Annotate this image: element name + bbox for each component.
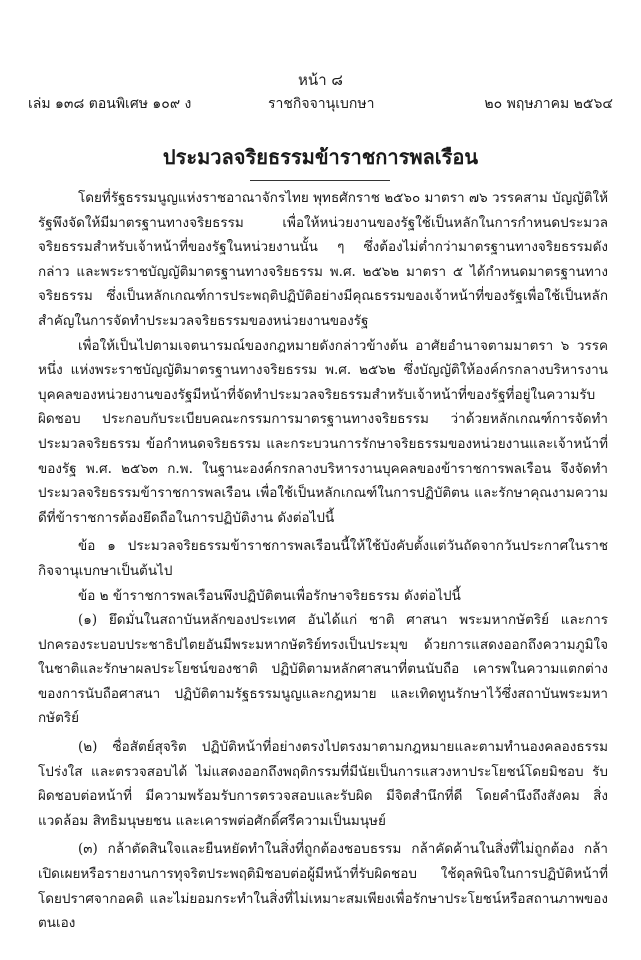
page-number: หน้า ๘ [298, 71, 343, 89]
issue-number: เล่ม ๑๓๘ ตอนพิเศษ ๑๐๙ ง [28, 96, 192, 112]
document-title: ประมวลจริยธรรมข้าราชการพลเรือน [162, 145, 479, 169]
title-underline [250, 180, 390, 181]
clause-2-item-2: (๒) ซื่อสัตย์สุจริต ปฏิบัติหน้าที่อย่างตรงไปตรงมาตามกฎหมายและตามทำนองคลองธรรม โปร่งใส และตรวจสอบได้ ไม่แสดงออกถึงพฤติกรรมที่มีนัยเป็นการแสวงหาประโยชน์โดยมิชอบ รับผิดชอบต่อหน้าที่ มีความพร้อมรับการตรวจสอบและรับผิด มีจิตสำนึกที่ดี โดยคำนึงถึงสังคม สิ่งแวดล้อม สิทธิมนุษยชน และเคารพต่อศักดิ์ศรีความเป็นมนุษย์ [38, 739, 608, 829]
document-body [38, 186, 608, 936]
clause-2-item-1: (๑) ยึดมั่นในสถาบันหลักของประเทศ อันได้แก่ ชาติ ศาสนา พระมหากษัตริย์ และการปกครองระบอบประชาธิปไตยอันมีพระมหากษัตริย์ทรงเป็นประมุข ด้วยการแสดงออกถึงความภูมิใจในชาติและรักษาผลประโยชน์ของชาติ ปฏิบัติตามหลักศาสนาที่ตนนับถือ เคารพในความแตกต่างของการนับถือศาสนา ปฏิบัติตามรัฐธรรมนูญและกฎหมาย และเทิดทูนรักษาไว้ซึ่งสถาบันพระมหากษัตริย์ [38, 612, 608, 727]
gazette-name: ราชกิจจานุเบกษา [268, 96, 375, 112]
clause-1: ข้อ ๑ ประมวลจริยธรรมข้าราชการพลเรือนนี้ให้ใช้บังคับตั้งแต่วันถัดจากวันประกาศในราชกิจจานุเบกษาเป็นต้นไป [38, 538, 608, 579]
preamble-paragraph: โดยที่รัฐธรรมนูญแห่งราชอาณาจักรไทย พุทธศักราช ๒๕๖๐ มาตรา ๗๖ วรรคสาม บัญญัติให้รัฐพึงจัดให้มีมาตรฐานทางจริยธรรม เพื่อให้หน่วยงานของรัฐใช้เป็นหลักในการกำหนดประมวลจริยธรรมสำหรับเจ้าหน้าที่ของรัฐในหน่วยงานนั้น ๆ ซึ่งต้องไม่ต่ำกว่ามาตรฐานทางจริยธรรมดังกล่าว และพระราชบัญญัติมาตรฐานทางจริยธรรม พ.ศ. ๒๕๖๒ มาตรา ๕ ได้กำหนดมาตรฐานทางจริยธรรม ซึ่งเป็นหลักเกณฑ์การประพฤติปฏิบัติอย่างมีคุณธรรมของเจ้าหน้าที่ของรัฐเพื่อใช้เป็นหลักสำคัญในการจัดทำประมวลจริยธรรมของหน่วยงานของรัฐ [38, 190, 608, 329]
clause-2: ข้อ ๒ ข้าราชการพลเรือนพึงปฏิบัติตนเพื่อรักษาจริยธรรม ดังต่อไปนี้ [78, 587, 461, 604]
clause-2-item-3: (๓) กล้าตัดสินใจและยืนหยัดทำในสิ่งที่ถูกต้องชอบธรรม กล้าคัดค้านในสิ่งที่ไม่ถูกต้อง กล้าเปิดเผยหรือรายงานการทุจริตประพฤติมิชอบต่อผู้มีหน้าที่รับผิดชอบ ใช้ดุลพินิจในการปฏิบัติหน้าที่โดยปราศจากอคติ และไม่ยอมกระทำในสิ่งที่ไม่เหมาะสมเพียงเพื่อรักษาประโยชน์หรือสถานภาพของตนเอง [38, 841, 608, 932]
publication-date: ๒๐ พฤษภาคม ๒๕๖๔ [484, 96, 613, 112]
authority-paragraph: เพื่อให้เป็นไปตามเจตนารมณ์ของกฎหมายดังกล่าวข้างต้น อาศัยอำนาจตามมาตรา ๖ วรรคหนึ่ง แห่งพระราชบัญญัติมาตรฐานทางจริยธรรม พ.ศ. ๒๕๖๒ ซึ่งบัญญัติให้องค์กรกลางบริหารงานบุคคลของหน่วยงานของรัฐมีหน้าที่จัดทำประมวลจริยธรรมสำหรับเจ้าหน้าที่ของรัฐที่อยู่ในความรับผิดชอบ ประกอบกับระเบียบคณะกรรมการมาตรฐานทางจริยธรรม ว่าด้วยหลักเกณฑ์การจัดทำประมวลจริยธรรม ข้อกำหนดจริยธรรม และกระบวนการรักษาจริยธรรมของหน่วยงานและเจ้าหน้าที่ของรัฐ พ.ศ. ๒๕๖๓ ก.พ. ในฐานะองค์กรกลางบริหารงานบุคคลของข้าราชการพลเรือน จึงจัดทำประมวลจริยธรรมข้าราชการพลเรือน เพื่อใช้เป็นหลักเกณฑ์ในการปฏิบัติตน และรักษาคุณงามความดีที่ข้าราชการต้องยึดถือในการปฏิบัติงาน ดังต่อไปนี้ [38, 337, 608, 526]
